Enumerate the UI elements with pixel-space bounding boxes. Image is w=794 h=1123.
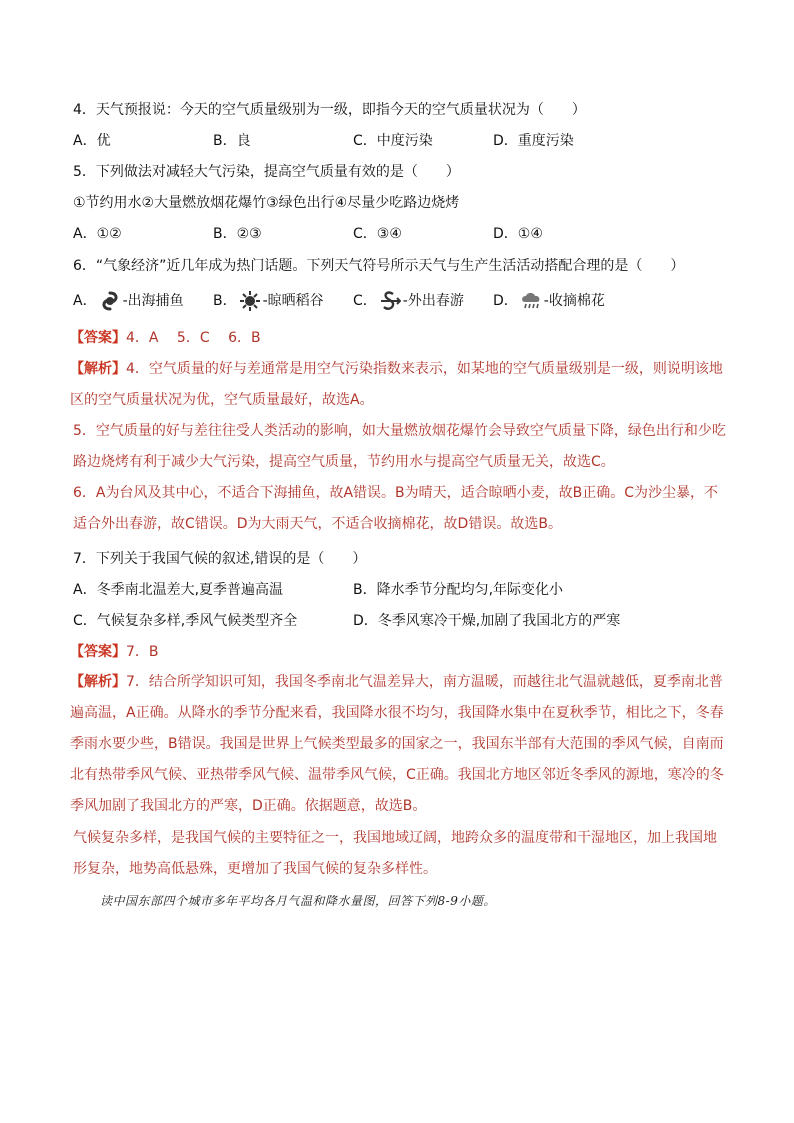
- option-a: [73, 290, 184, 312]
- option-b: B．②③: [213, 226, 262, 242]
- analysis-6: 6．A为台风及其中心，不适合下海捕鱼，故A错误。B为晴天，适合晾晒小麦，故B正确。C为沙尘暴，不适合外出春游，故C错误。D为大雨天气，不适合收摘棉花，故D错误。故选B。: [73, 485, 719, 532]
- option-a: A．冬季南北温差大,夏季普遍高温: [73, 582, 284, 598]
- answer-text: 4．A 5．C 6．B: [126, 330, 261, 346]
- option-text: -晾晒稻谷: [262, 293, 324, 309]
- option-letter: D．: [493, 293, 518, 309]
- analysis-5: 5．空气质量的好与差往往受人类活动的影响，如大量燃放烟花爆竹会导致空气质量下降，绿色出行和少吃路边烧烤有利于减少大气污染，提高空气质量，节约用水与提高空气质量无关，故选C。: [73, 423, 726, 470]
- option-d: D．重度污染: [493, 133, 574, 149]
- option-letter: A．: [73, 293, 97, 309]
- option-d: D．冬季风寒冷干燥,加剧了我国北方的严寒: [353, 613, 621, 629]
- analysis-4-text: 4．空气质量的好与差通常是用空气污染指数来表示，如某地的空气质量级别是一级，则说明该地区的空气质量状况为优，空气质量最好，故选A。: [70, 361, 723, 408]
- analysis-4: [70, 354, 728, 416]
- section-intro: 读中国东部四个城市多年平均各月气温和降水量图，回答下列8-9小题。: [100, 894, 496, 908]
- option-text: -收摘棉花: [543, 293, 605, 309]
- option-b: B．良: [213, 133, 251, 149]
- analysis-7-text: 7．结合所学知识可知，我国冬季南北气温差异大，南方温暖，而越往北气温就越低，夏季南北普遍高温，A正确。从降水的季节分配来看，我国降水很不均匀，我国降水集中在夏秋季节，相比之下，冬春季雨水要少些，B错误。我国是世界上气候类型最多的国家之一，我国东半部有大范围的季风气候，自南而北有热带季风气候、亚热带季风气候、温带季风气候，C正确。我国北方地区邻近冬季风的源地，寒冷的冬季风加剧了我国北方的严寒，D正确。依据题意，故选B。: [70, 674, 724, 814]
- question-7-stem: 7．下列关于我国气候的叙述,错误的是（ ）: [73, 551, 367, 567]
- option-a: A．优: [73, 133, 111, 149]
- analysis-tag: 【解析】: [70, 361, 126, 377]
- option-b: [213, 290, 324, 312]
- question-4-stem: 4．天气预报说：今天的空气质量级别为一级，即指今天的空气质量状况为（ ）: [73, 102, 586, 118]
- typhoon-icon: [99, 290, 121, 312]
- option-c: C．气候复杂多样,季风气候类型齐全: [73, 613, 298, 629]
- option-c: C．③④: [353, 226, 402, 242]
- analysis-tag: 【解析】: [70, 674, 126, 690]
- question-5-items: ①节约用水②大量燃放烟花爆竹③绿色出行④尽量少吃路边烧烤: [73, 195, 460, 211]
- answer-tag: 【答案】: [70, 330, 126, 346]
- option-text: -外出春游: [402, 293, 464, 309]
- option-a: A．①②: [73, 226, 122, 242]
- sunny-icon: [239, 290, 261, 312]
- question-6-stem: 6．“气象经济”近几年成为热门话题。下列天气符号所示天气与生产生活活动搭配合理的是（ ）: [73, 258, 685, 274]
- option-letter: B．: [213, 293, 237, 309]
- analysis-7: [70, 667, 728, 822]
- heavy-rain-icon: [520, 290, 542, 312]
- answer-line-1: [70, 328, 261, 348]
- analysis-7-extra: 气候复杂多样，是我国气候的主要特征之一，我国地域辽阔，地跨众多的温度带和干湿地区，加上我国地形复杂，地势高低悬殊，更增加了我国气候的复杂多样性。: [73, 830, 717, 877]
- option-text: -出海捕鱼: [122, 293, 184, 309]
- question-5-stem: 5．下列做法对减轻大气污染，提高空气质量有效的是（ ）: [73, 164, 460, 180]
- option-c: C．中度污染: [353, 133, 433, 149]
- option-c: [353, 290, 464, 312]
- option-letter: C．: [353, 293, 377, 309]
- option-d: D．①④: [493, 226, 543, 242]
- answer-line-2: [70, 642, 159, 662]
- option-b: B．降水季节分配均匀,年际变化小: [353, 582, 564, 598]
- answer-tag: 【答案】: [70, 644, 126, 660]
- option-d: [493, 290, 605, 312]
- answer-text: 7．B: [126, 644, 159, 660]
- sandstorm-icon: [379, 290, 401, 312]
